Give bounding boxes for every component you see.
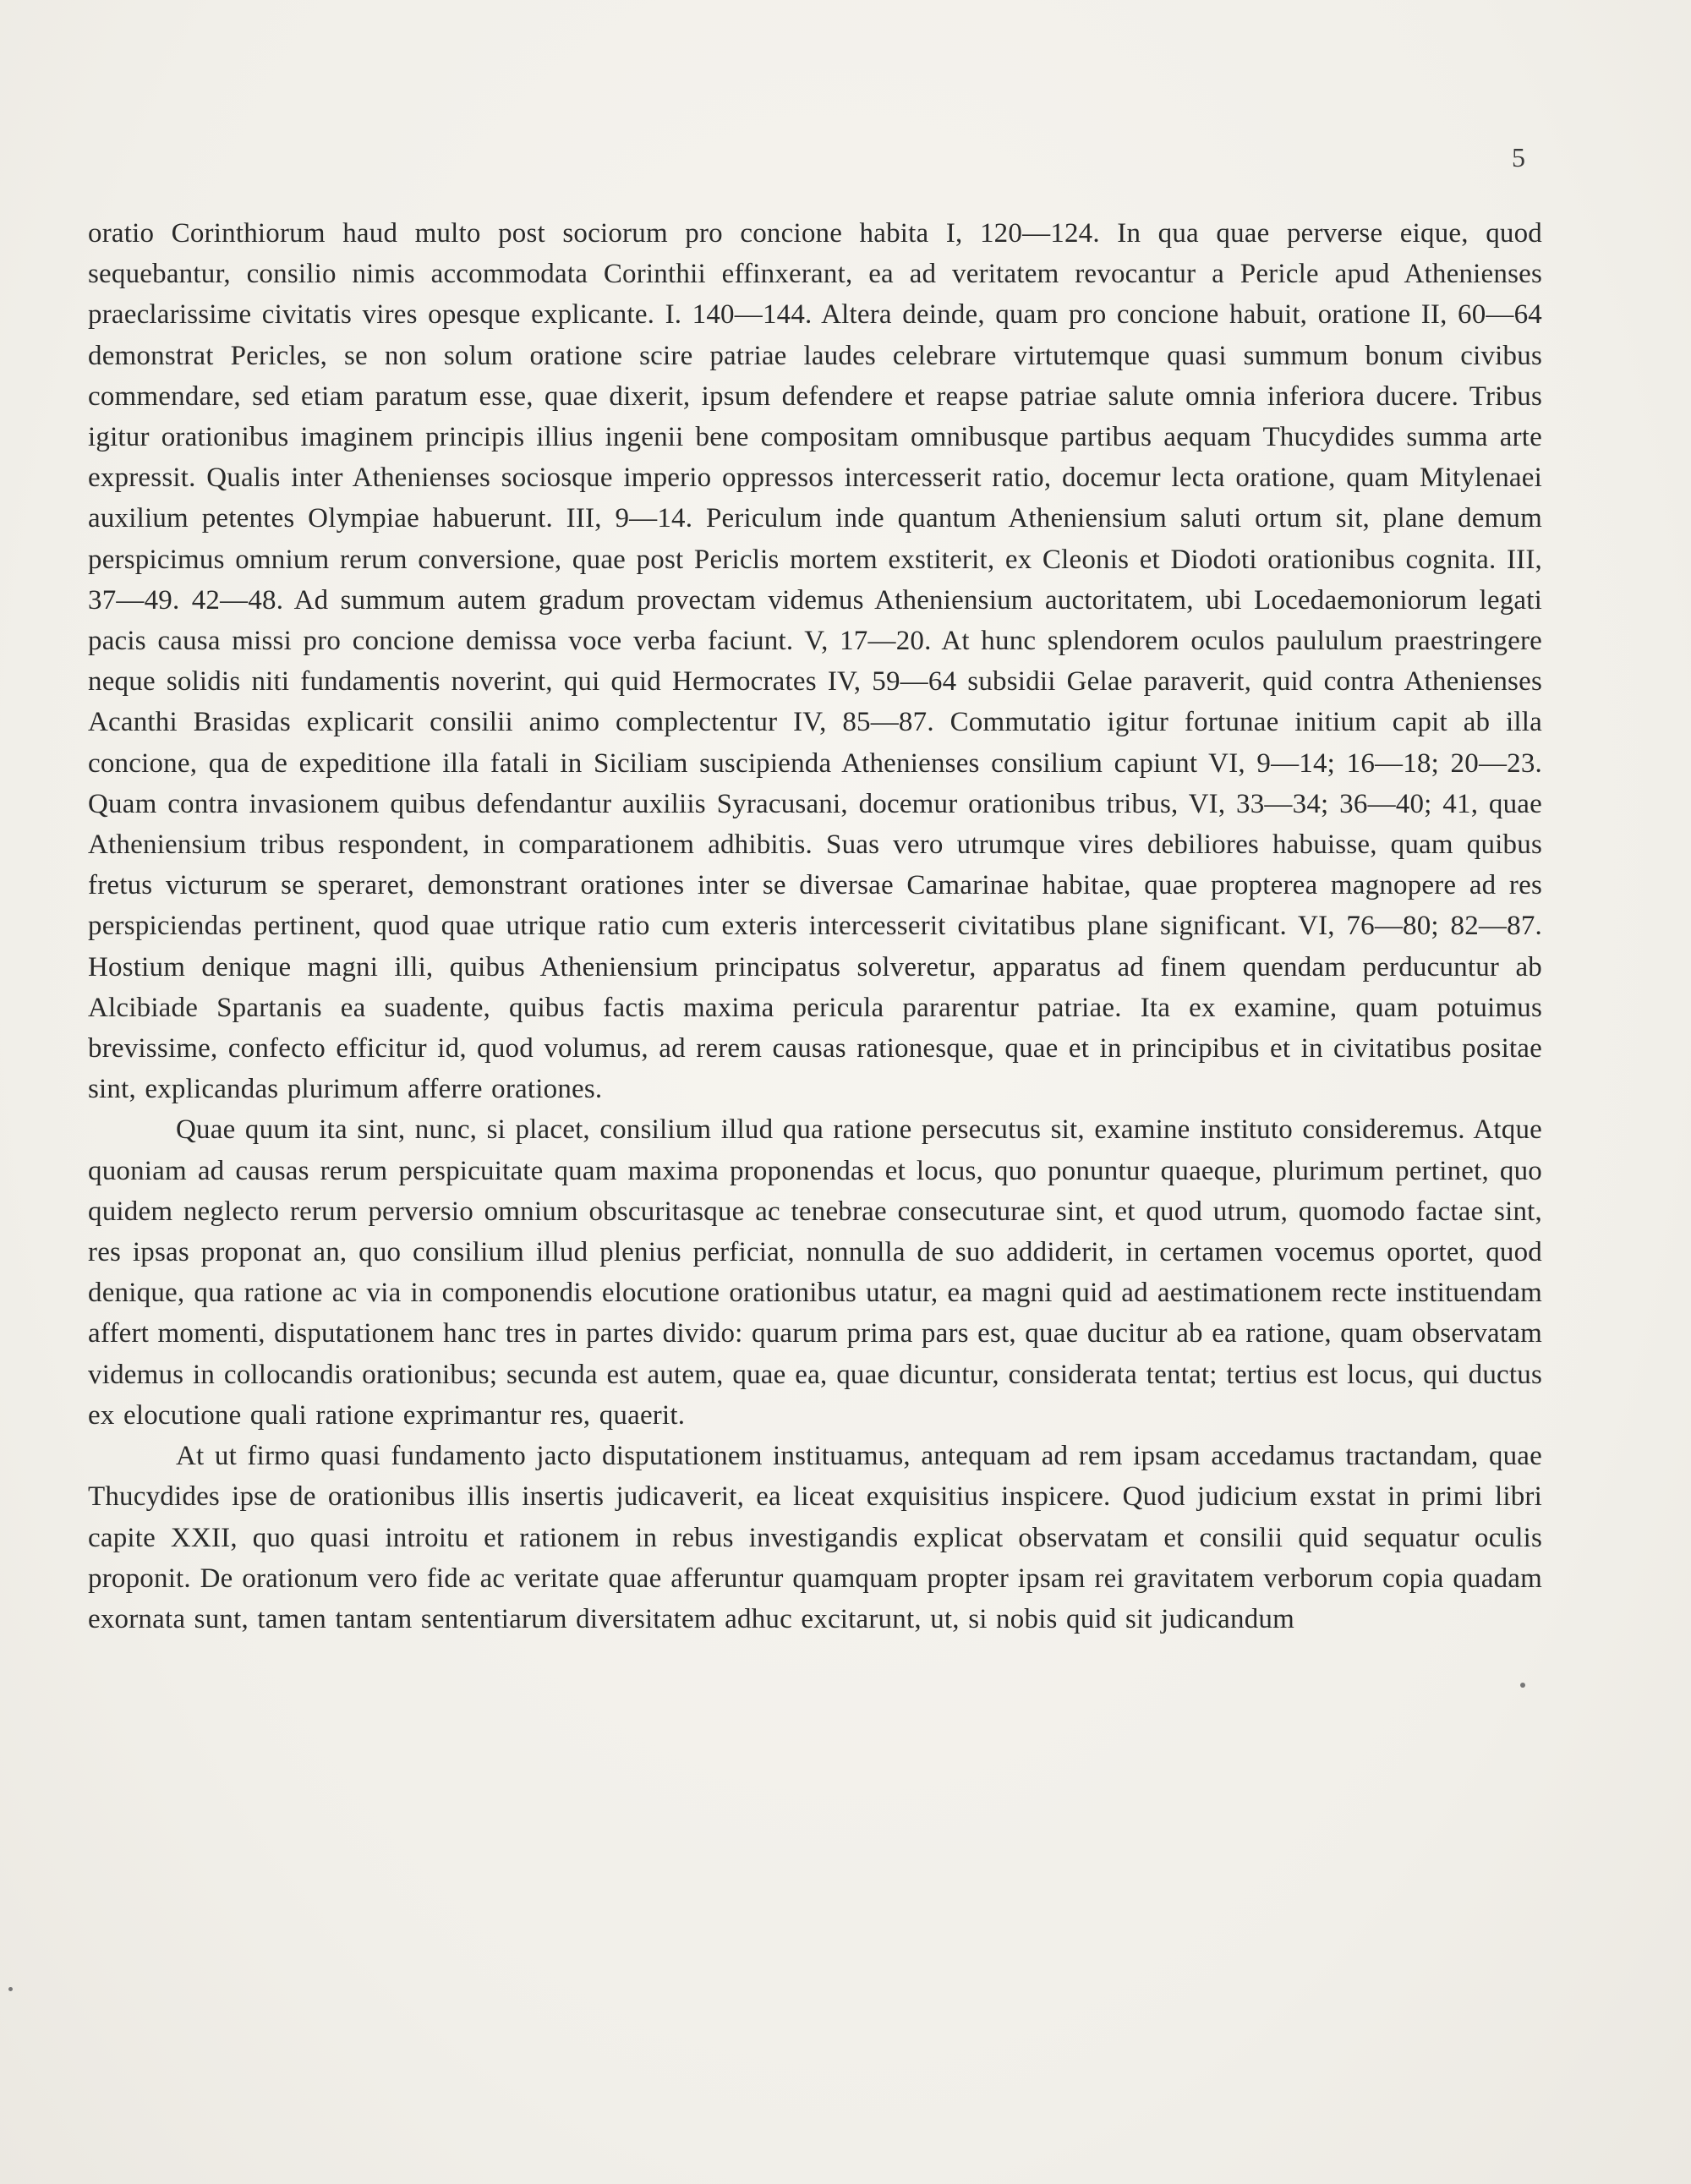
paragraph-2: Quae quum ita sint, nunc, si placet, consilium illud qua ratione persecutus sit, examine instituto consideremus. Atque quoniam ad causas rerum perspicuitate quam maxima proponendas et locus, quo ponuntur quaeque, plurimum pertinet, quo quidem neglecto rerum perversio omnium obscuritasque ac tenebrae consecuturae sint, et quod utrum, quomodo factae sint, res ipsas proponat an, quo consilium illud plenius perficiat, nonnulla de suo addiderit, in certamen vocemus oportet, quod denique, qua ratione ac via in componendis elocutione orationibus utatur, ea magni quid ad aestimationem recte instituendam affert momenti, disputationem hanc tres in partes divido: quarum prima pars est, quae ducitur ab ea ratione, quam observatam videmus in collocandis orationibus; secunda est autem, quae ea, quae dicuntur, considerata tentat; tertius est locus, qui ductus ex elocutione quali ratione exprimantur res, quaerit. — [88, 1114, 1542, 1431]
paper-speck — [1520, 1683, 1525, 1688]
paragraph-3: At ut firmo quasi fundamento jacto disputationem instituamus, antequam ad rem ipsam accedamus tractandam, quae Thucydides ipse de orationibus illis insertis judicaverit, ea liceat exquisitius inspicere. Quod judicium exstat in primi libri capite XXII, quo quasi introitu et rationem in rebus investigandis explicat observatam et consilii quid sequatur oculis proponit. De orationum vero fide ac veritate quae afferuntur quamquam propter ipsam rei gravitatem verborum copia quadam exornata sunt, tamen tantam sententiarum diversitatem adhuc excitarunt, ut, si nobis quid sit judicandum — [88, 1441, 1542, 1634]
paragraph-1: oratio Corinthiorum haud multo post sociorum pro concione habita I, 120—124. In qua quae perverse eique, quod sequebantur, consilio nimis accommodata Corinthii effinxerant, ea ad veritatem revocantur a Pericle apud Athenienses praeclarissime civitatis vires opesque explicante. I. 140—144. Altera deinde, quam pro concione habuit, oratione II, 60—64 demonstrat Pericles, se non solum oratione scire patriae laudes celebrare virtutemque quasi summum bonum civibus commendare, sed etiam paratum esse, quae dixerit, ipsum defendere et reapse patriae salute omnia inferiora ducere. Tribus igitur orationibus imaginem principis illius ingenii bene compositam omnibusque partibus aequam Thucydides summa arte expressit. Qualis inter Athenienses sociosque imperio oppressos intercesserit ratio, docemur lecta oratione, quam Mitylenaei auxilium petentes Olympiae habuerunt. III, 9—14. Periculum inde quantum Atheniensium saluti ortum sit, plane demum perspicimus omnium rerum conversione, quae post Periclis mortem exstiterit, ex Cleonis et Diodoti orationibus cognita. III, 37—49. 42—48. Ad summum autem gradum provectam videmus Atheniensium auctoritatem, ubi Locedaemoniorum legati pacis causa missi pro concione demissa voce verba faciunt. V, 17—20. At hunc splendorem oculos paululum praestringere neque solidis niti fundamentis noverint, qui quid Hermocrates IV, 59—64 subsidii Gelae paraverit, quid contra Athenienses Acanthi Brasidas explicarit consilii animo complectentur IV, 85—87. Commutatio igitur fortunae initium capit ab illa concione, qua de expeditione illa fatali in Siciliam suscipienda Athenienses consilium capiunt VI, 9—14; 16—18; 20—23. Quam contra invasionem quibus defendantur auxiliis Syracusani, docemur orationibus tribus, VI, 33—34; 36—40; 41, quae Atheniensium tribus respondent, in comparationem adhibitis. Suas vero utrumque vires debiliores habuisse, quam quibus fretus victurum se speraret, demonstrant orationes inter se diversae Camarinae habitae, quae propterea magnopere ad res perspiciendas pertinent, quod quae utrique ratio cum exteris intercesserit civitatibus plane significant. VI, 76—80; 82—87. Hostium denique magni illi, quibus Atheniensium principatus solveretur, apparatus ad finem quendam perducuntur ab Alcibiade Spartanis ea suadente, quibus factis maxima pericula pararentur patriae. Ita ex examine, quam potuimus brevissime, confecto efficitur id, quod volumus, ad rerem causas rationesque, quae et in principibus et in civitatibus positae sint, explicandas plurimum afferre orationes. — [88, 218, 1542, 1105]
body-text — [88, 213, 1542, 1639]
page-number: 5 — [1512, 142, 1525, 172]
paper-speck — [8, 1987, 13, 1991]
